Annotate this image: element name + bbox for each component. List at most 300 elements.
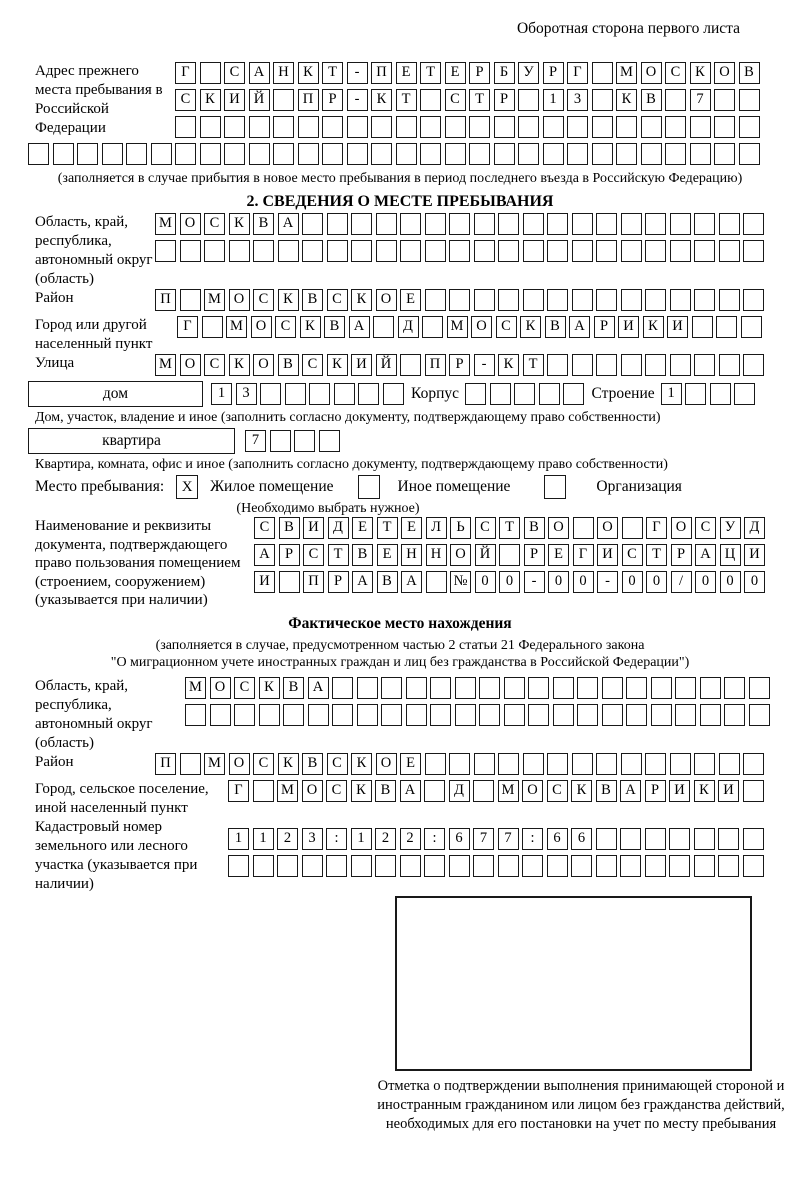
char-cell[interactable]: П: [425, 354, 446, 376]
char-cell[interactable]: [694, 855, 715, 877]
char-cell[interactable]: [449, 240, 470, 262]
char-cell[interactable]: [553, 704, 574, 726]
dom-cells[interactable]: [211, 383, 407, 405]
char-cell[interactable]: [694, 213, 715, 235]
char-cell[interactable]: С: [204, 213, 225, 235]
char-cell[interactable]: [28, 143, 49, 165]
char-cell[interactable]: С: [175, 89, 196, 111]
char-cell[interactable]: 0: [744, 571, 765, 593]
char-cell[interactable]: [547, 753, 568, 775]
char-cell[interactable]: [278, 240, 299, 262]
char-cell[interactable]: Г: [646, 517, 667, 539]
char-cell[interactable]: [645, 753, 666, 775]
char-cell[interactable]: [621, 240, 642, 262]
char-cell[interactable]: [547, 240, 568, 262]
char-cell[interactable]: [669, 828, 690, 850]
char-cell[interactable]: В: [352, 544, 373, 566]
char-cell[interactable]: [175, 143, 196, 165]
char-cell[interactable]: [670, 753, 691, 775]
char-cell[interactable]: [645, 354, 666, 376]
char-cell[interactable]: В: [253, 213, 274, 235]
char-cell[interactable]: Д: [449, 780, 470, 802]
char-cell[interactable]: Н: [426, 544, 447, 566]
char-cell[interactable]: Т: [328, 544, 349, 566]
char-cell[interactable]: [155, 240, 176, 262]
char-cell[interactable]: А: [254, 544, 275, 566]
char-cell[interactable]: [685, 383, 706, 405]
char-cell[interactable]: [645, 213, 666, 235]
char-cell[interactable]: Ь: [450, 517, 471, 539]
char-cell[interactable]: -: [474, 354, 495, 376]
prev-address-row-2[interactable]: [175, 89, 763, 111]
char-cell[interactable]: [670, 213, 691, 235]
char-cell[interactable]: А: [400, 780, 421, 802]
char-cell[interactable]: [420, 143, 441, 165]
char-cell[interactable]: [479, 704, 500, 726]
char-cell[interactable]: К: [694, 780, 715, 802]
char-cell[interactable]: [504, 704, 525, 726]
char-cell[interactable]: [749, 704, 770, 726]
char-cell[interactable]: И: [669, 780, 690, 802]
char-cell[interactable]: [719, 213, 740, 235]
char-cell[interactable]: К: [571, 780, 592, 802]
char-cell[interactable]: И: [254, 571, 275, 593]
char-cell[interactable]: [645, 240, 666, 262]
char-cell[interactable]: [425, 213, 446, 235]
char-cell[interactable]: [204, 240, 225, 262]
char-cell[interactable]: -: [524, 571, 545, 593]
char-cell[interactable]: [719, 354, 740, 376]
char-cell[interactable]: Е: [401, 517, 422, 539]
char-cell[interactable]: Р: [279, 544, 300, 566]
checkbox-zhiloe[interactable]: X: [176, 475, 198, 499]
char-cell[interactable]: А: [352, 571, 373, 593]
char-cell[interactable]: [743, 780, 764, 802]
char-cell[interactable]: [400, 354, 421, 376]
char-cell[interactable]: [381, 704, 402, 726]
char-cell[interactable]: Б: [494, 62, 515, 84]
char-cell[interactable]: К: [229, 354, 250, 376]
char-cell[interactable]: [309, 383, 330, 405]
char-cell[interactable]: [455, 704, 476, 726]
char-cell[interactable]: 3: [236, 383, 257, 405]
char-cell[interactable]: [690, 116, 711, 138]
char-cell[interactable]: [373, 316, 394, 338]
char-cell[interactable]: [249, 143, 270, 165]
char-cell[interactable]: С: [445, 89, 466, 111]
char-cell[interactable]: [253, 240, 274, 262]
char-cell[interactable]: [641, 116, 662, 138]
char-cell[interactable]: [294, 430, 315, 452]
char-cell[interactable]: [396, 116, 417, 138]
char-cell[interactable]: [375, 855, 396, 877]
char-cell[interactable]: К: [229, 213, 250, 235]
stroenie-cells[interactable]: [661, 383, 759, 405]
char-cell[interactable]: Й: [376, 354, 397, 376]
char-cell[interactable]: [465, 383, 486, 405]
char-cell[interactable]: О: [251, 316, 272, 338]
char-cell[interactable]: [175, 116, 196, 138]
char-cell[interactable]: [400, 855, 421, 877]
char-cell[interactable]: К: [351, 289, 372, 311]
char-cell[interactable]: [424, 780, 445, 802]
document-row-2[interactable]: [254, 544, 769, 566]
char-cell[interactable]: [596, 855, 617, 877]
char-cell[interactable]: [420, 116, 441, 138]
char-cell[interactable]: [180, 753, 201, 775]
char-cell[interactable]: [621, 213, 642, 235]
char-cell[interactable]: [651, 704, 672, 726]
char-cell[interactable]: [449, 753, 470, 775]
char-cell[interactable]: В: [641, 89, 662, 111]
char-cell[interactable]: У: [720, 517, 741, 539]
char-cell[interactable]: [620, 855, 641, 877]
char-cell[interactable]: Р: [328, 571, 349, 593]
oblast-row-1[interactable]: [155, 213, 768, 235]
char-cell[interactable]: [743, 753, 764, 775]
char-cell[interactable]: [539, 383, 560, 405]
char-cell[interactable]: И: [667, 316, 688, 338]
char-cell[interactable]: [479, 677, 500, 699]
char-cell[interactable]: [180, 240, 201, 262]
char-cell[interactable]: [326, 855, 347, 877]
char-cell[interactable]: [490, 383, 511, 405]
char-cell[interactable]: [499, 544, 520, 566]
checkbox-organizatsiya[interactable]: [544, 475, 566, 499]
char-cell[interactable]: [518, 116, 539, 138]
char-cell[interactable]: П: [303, 571, 324, 593]
char-cell[interactable]: Р: [543, 62, 564, 84]
char-cell[interactable]: О: [302, 780, 323, 802]
char-cell[interactable]: И: [718, 780, 739, 802]
char-cell[interactable]: [425, 753, 446, 775]
char-cell[interactable]: [567, 143, 588, 165]
dom-box[interactable]: дом: [28, 381, 203, 407]
char-cell[interactable]: [455, 677, 476, 699]
char-cell[interactable]: [714, 143, 735, 165]
char-cell[interactable]: К: [278, 753, 299, 775]
char-cell[interactable]: С: [224, 62, 245, 84]
char-cell[interactable]: [430, 704, 451, 726]
char-cell[interactable]: :: [522, 828, 543, 850]
char-cell[interactable]: 6: [449, 828, 470, 850]
char-cell[interactable]: 0: [499, 571, 520, 593]
char-cell[interactable]: Е: [377, 544, 398, 566]
char-cell[interactable]: К: [351, 753, 372, 775]
char-cell[interactable]: [621, 753, 642, 775]
char-cell[interactable]: [596, 289, 617, 311]
char-cell[interactable]: 0: [573, 571, 594, 593]
char-cell[interactable]: [596, 240, 617, 262]
char-cell[interactable]: [376, 213, 397, 235]
char-cell[interactable]: [302, 240, 323, 262]
char-cell[interactable]: В: [302, 753, 323, 775]
char-cell[interactable]: Г: [228, 780, 249, 802]
char-cell[interactable]: К: [643, 316, 664, 338]
char-cell[interactable]: О: [210, 677, 231, 699]
char-cell[interactable]: [665, 143, 686, 165]
char-cell[interactable]: [694, 828, 715, 850]
char-cell[interactable]: [445, 143, 466, 165]
char-cell[interactable]: С: [253, 753, 274, 775]
char-cell[interactable]: [626, 704, 647, 726]
char-cell[interactable]: 2: [400, 828, 421, 850]
char-cell[interactable]: [518, 143, 539, 165]
char-cell[interactable]: [714, 89, 735, 111]
char-cell[interactable]: [494, 143, 515, 165]
char-cell[interactable]: [670, 240, 691, 262]
char-cell[interactable]: [322, 116, 343, 138]
char-cell[interactable]: Г: [567, 62, 588, 84]
char-cell[interactable]: [77, 143, 98, 165]
char-cell[interactable]: С: [695, 517, 716, 539]
char-cell[interactable]: [694, 354, 715, 376]
char-cell[interactable]: [400, 213, 421, 235]
char-cell[interactable]: [298, 143, 319, 165]
char-cell[interactable]: [602, 677, 623, 699]
char-cell[interactable]: И: [618, 316, 639, 338]
char-cell[interactable]: [547, 354, 568, 376]
actual-oblast-row-1[interactable]: [185, 677, 773, 699]
char-cell[interactable]: [270, 430, 291, 452]
char-cell[interactable]: Р: [322, 89, 343, 111]
char-cell[interactable]: [523, 753, 544, 775]
char-cell[interactable]: М: [447, 316, 468, 338]
char-cell[interactable]: [228, 855, 249, 877]
char-cell[interactable]: Л: [426, 517, 447, 539]
char-cell[interactable]: [426, 571, 447, 593]
char-cell[interactable]: А: [401, 571, 422, 593]
char-cell[interactable]: Е: [548, 544, 569, 566]
char-cell[interactable]: [302, 213, 323, 235]
char-cell[interactable]: [319, 430, 340, 452]
actual-raion-row[interactable]: [155, 753, 768, 775]
char-cell[interactable]: О: [714, 62, 735, 84]
char-cell[interactable]: [425, 240, 446, 262]
char-cell[interactable]: [469, 116, 490, 138]
char-cell[interactable]: [669, 855, 690, 877]
char-cell[interactable]: К: [200, 89, 221, 111]
char-cell[interactable]: [449, 289, 470, 311]
char-cell[interactable]: А: [620, 780, 641, 802]
char-cell[interactable]: В: [739, 62, 760, 84]
char-cell[interactable]: [420, 89, 441, 111]
char-cell[interactable]: [298, 116, 319, 138]
char-cell[interactable]: О: [522, 780, 543, 802]
char-cell[interactable]: [279, 571, 300, 593]
char-cell[interactable]: 2: [277, 828, 298, 850]
char-cell[interactable]: [592, 143, 613, 165]
char-cell[interactable]: [347, 143, 368, 165]
char-cell[interactable]: А: [278, 213, 299, 235]
char-cell[interactable]: В: [545, 316, 566, 338]
actual-oblast-row-2[interactable]: [185, 704, 773, 726]
char-cell[interactable]: Е: [445, 62, 466, 84]
char-cell[interactable]: [371, 143, 392, 165]
char-cell[interactable]: Р: [524, 544, 545, 566]
char-cell[interactable]: [498, 289, 519, 311]
char-cell[interactable]: [719, 289, 740, 311]
char-cell[interactable]: И: [303, 517, 324, 539]
char-cell[interactable]: М: [155, 213, 176, 235]
char-cell[interactable]: /: [671, 571, 692, 593]
oblast-row-2[interactable]: [155, 240, 768, 262]
char-cell[interactable]: 1: [253, 828, 274, 850]
char-cell[interactable]: [690, 143, 711, 165]
char-cell[interactable]: 1: [351, 828, 372, 850]
char-cell[interactable]: [474, 240, 495, 262]
char-cell[interactable]: [277, 855, 298, 877]
char-cell[interactable]: О: [229, 289, 250, 311]
char-cell[interactable]: [573, 517, 594, 539]
char-cell[interactable]: [741, 316, 762, 338]
char-cell[interactable]: И: [351, 354, 372, 376]
cadastre-row-2[interactable]: [228, 855, 767, 877]
char-cell[interactable]: С: [665, 62, 686, 84]
char-cell[interactable]: [469, 143, 490, 165]
char-cell[interactable]: [528, 704, 549, 726]
char-cell[interactable]: [253, 855, 274, 877]
char-cell[interactable]: [202, 316, 223, 338]
char-cell[interactable]: [351, 240, 372, 262]
char-cell[interactable]: М: [155, 354, 176, 376]
char-cell[interactable]: С: [547, 780, 568, 802]
char-cell[interactable]: [514, 383, 535, 405]
char-cell[interactable]: [749, 677, 770, 699]
char-cell[interactable]: [200, 116, 221, 138]
char-cell[interactable]: [743, 289, 764, 311]
char-cell[interactable]: [724, 704, 745, 726]
char-cell[interactable]: [210, 704, 231, 726]
char-cell[interactable]: [602, 704, 623, 726]
char-cell[interactable]: [592, 62, 613, 84]
char-cell[interactable]: О: [471, 316, 492, 338]
char-cell[interactable]: В: [596, 780, 617, 802]
char-cell[interactable]: :: [424, 828, 445, 850]
char-cell[interactable]: -: [597, 571, 618, 593]
char-cell[interactable]: [694, 289, 715, 311]
char-cell[interactable]: [592, 116, 613, 138]
char-cell[interactable]: [718, 855, 739, 877]
char-cell[interactable]: О: [597, 517, 618, 539]
char-cell[interactable]: [724, 677, 745, 699]
char-cell[interactable]: Й: [475, 544, 496, 566]
char-cell[interactable]: [665, 89, 686, 111]
prev-address-row-1[interactable]: [175, 62, 763, 84]
char-cell[interactable]: [498, 855, 519, 877]
char-cell[interactable]: [249, 116, 270, 138]
char-cell[interactable]: [719, 753, 740, 775]
char-cell[interactable]: Р: [645, 780, 666, 802]
char-cell[interactable]: К: [498, 354, 519, 376]
char-cell[interactable]: [474, 289, 495, 311]
char-cell[interactable]: Т: [322, 62, 343, 84]
char-cell[interactable]: 3: [567, 89, 588, 111]
char-cell[interactable]: У: [518, 62, 539, 84]
char-cell[interactable]: [694, 753, 715, 775]
char-cell[interactable]: [572, 354, 593, 376]
char-cell[interactable]: Е: [352, 517, 373, 539]
char-cell[interactable]: [567, 116, 588, 138]
char-cell[interactable]: [180, 289, 201, 311]
char-cell[interactable]: [347, 116, 368, 138]
char-cell[interactable]: 0: [646, 571, 667, 593]
char-cell[interactable]: [302, 855, 323, 877]
char-cell[interactable]: [425, 289, 446, 311]
char-cell[interactable]: 7: [245, 430, 266, 452]
char-cell[interactable]: [621, 354, 642, 376]
char-cell[interactable]: Д: [744, 517, 765, 539]
char-cell[interactable]: В: [324, 316, 345, 338]
char-cell[interactable]: [381, 677, 402, 699]
char-cell[interactable]: [528, 677, 549, 699]
char-cell[interactable]: [571, 855, 592, 877]
char-cell[interactable]: С: [496, 316, 517, 338]
kvartira-cells[interactable]: [245, 430, 343, 452]
char-cell[interactable]: [445, 116, 466, 138]
char-cell[interactable]: К: [520, 316, 541, 338]
char-cell[interactable]: [518, 89, 539, 111]
char-cell[interactable]: 0: [475, 571, 496, 593]
char-cell[interactable]: [383, 383, 404, 405]
char-cell[interactable]: [260, 383, 281, 405]
char-cell[interactable]: [645, 855, 666, 877]
char-cell[interactable]: Е: [400, 289, 421, 311]
char-cell[interactable]: О: [548, 517, 569, 539]
char-cell[interactable]: К: [327, 354, 348, 376]
char-cell[interactable]: [675, 704, 696, 726]
char-cell[interactable]: [200, 62, 221, 84]
char-cell[interactable]: А: [249, 62, 270, 84]
char-cell[interactable]: Р: [594, 316, 615, 338]
char-cell[interactable]: К: [278, 289, 299, 311]
char-cell[interactable]: А: [569, 316, 590, 338]
char-cell[interactable]: [523, 213, 544, 235]
char-cell[interactable]: Д: [398, 316, 419, 338]
char-cell[interactable]: Й: [249, 89, 270, 111]
char-cell[interactable]: [734, 383, 755, 405]
char-cell[interactable]: 6: [547, 828, 568, 850]
char-cell[interactable]: [357, 677, 378, 699]
char-cell[interactable]: Ц: [720, 544, 741, 566]
char-cell[interactable]: [422, 316, 443, 338]
char-cell[interactable]: [547, 213, 568, 235]
char-cell[interactable]: [185, 704, 206, 726]
char-cell[interactable]: [498, 753, 519, 775]
char-cell[interactable]: С: [622, 544, 643, 566]
char-cell[interactable]: [253, 780, 274, 802]
char-cell[interactable]: [645, 289, 666, 311]
char-cell[interactable]: М: [204, 289, 225, 311]
char-cell[interactable]: Р: [671, 544, 692, 566]
checkbox-inoe[interactable]: [358, 475, 380, 499]
char-cell[interactable]: [126, 143, 147, 165]
char-cell[interactable]: Р: [469, 62, 490, 84]
char-cell[interactable]: [285, 383, 306, 405]
char-cell[interactable]: [523, 240, 544, 262]
char-cell[interactable]: [259, 704, 280, 726]
char-cell[interactable]: [308, 704, 329, 726]
char-cell[interactable]: [641, 143, 662, 165]
char-cell[interactable]: [473, 855, 494, 877]
prev-address-row-4[interactable]: [28, 143, 772, 165]
char-cell[interactable]: 6: [571, 828, 592, 850]
char-cell[interactable]: [620, 828, 641, 850]
char-cell[interactable]: [626, 677, 647, 699]
char-cell[interactable]: П: [371, 62, 392, 84]
char-cell[interactable]: [700, 677, 721, 699]
char-cell[interactable]: [718, 828, 739, 850]
